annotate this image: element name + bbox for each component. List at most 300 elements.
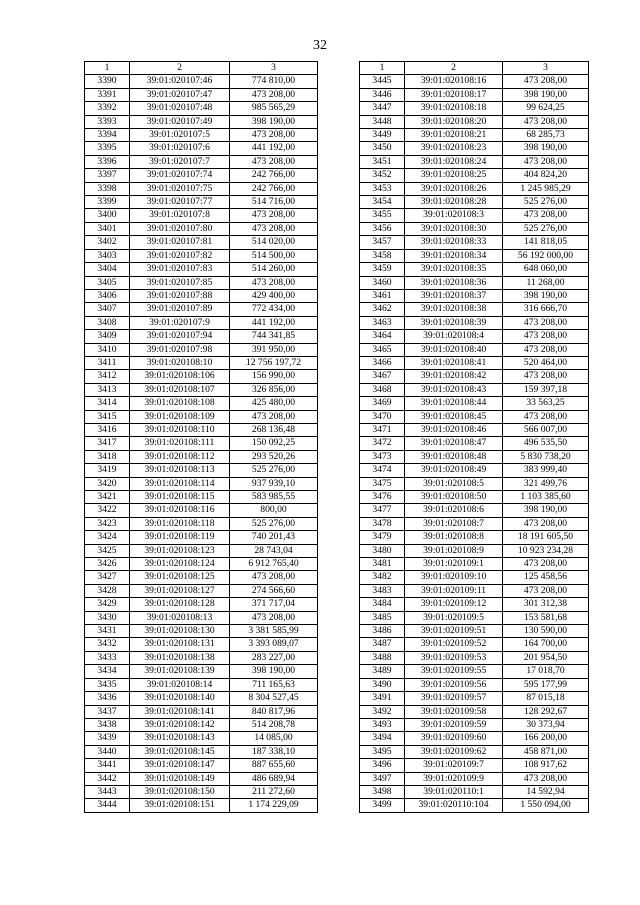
table-row <box>360 182 589 195</box>
row-number-cell: 3431 <box>85 625 130 638</box>
table-row <box>85 129 318 142</box>
cadastral-number-cell: 39:01:020107:85 <box>130 276 230 289</box>
table-row <box>85 584 318 597</box>
table-row <box>360 571 589 584</box>
table-row <box>85 732 318 745</box>
row-number-cell: 3411 <box>85 356 130 369</box>
row-number-cell: 3423 <box>85 517 130 530</box>
table-row <box>85 558 318 571</box>
cadastral-number-cell: 39:01:020109:10 <box>405 571 503 584</box>
value-cell: 14 592,94 <box>503 785 589 798</box>
row-number-cell: 3428 <box>85 584 130 597</box>
table-row <box>85 397 318 410</box>
value-cell: 391 950,00 <box>230 343 318 356</box>
cadastral-number-cell: 39:01:020108:139 <box>130 665 230 678</box>
table-row <box>360 437 589 450</box>
cadastral-number-cell: 39:01:020108:141 <box>130 705 230 718</box>
cadastral-number-cell: 39:01:020108:119 <box>130 531 230 544</box>
cadastral-number-cell: 39:01:020108:128 <box>130 598 230 611</box>
table-row <box>85 236 318 249</box>
cadastral-number-cell: 39:01:020108:23 <box>405 142 503 155</box>
value-cell: 473 208,00 <box>230 155 318 168</box>
row-number-cell: 3483 <box>360 584 405 597</box>
header-cell: 3 <box>503 62 589 75</box>
cadastral-number-cell: 39:01:020109:58 <box>405 705 503 718</box>
row-number-cell: 3490 <box>360 678 405 691</box>
row-number-cell: 3425 <box>85 544 130 557</box>
table-row <box>85 718 318 731</box>
table-row <box>85 289 318 302</box>
cadastral-number-cell: 39:01:020108:111 <box>130 437 230 450</box>
table-row <box>360 517 589 530</box>
value-cell: 99 624,25 <box>503 102 589 115</box>
row-number-cell: 3449 <box>360 129 405 142</box>
value-cell: 1 550 094,00 <box>503 799 589 812</box>
cadastral-number-cell: 39:01:020108:16 <box>405 75 503 88</box>
table-row <box>360 75 589 88</box>
cadastral-number-cell: 39:01:020107:6 <box>130 142 230 155</box>
row-number-cell: 3396 <box>85 155 130 168</box>
cadastral-number-cell: 39:01:020108:42 <box>405 370 503 383</box>
value-cell: 293 520,26 <box>230 450 318 463</box>
value-cell: 937 939,10 <box>230 477 318 490</box>
table-row <box>85 692 318 705</box>
cadastral-number-cell: 39:01:020108:123 <box>130 544 230 557</box>
table-row <box>85 75 318 88</box>
value-cell: 985 565,29 <box>230 102 318 115</box>
table-row <box>360 651 589 664</box>
table-row <box>360 236 589 249</box>
value-cell: 321 499,76 <box>503 477 589 490</box>
value-cell: 316 666,70 <box>503 303 589 316</box>
table-row <box>85 155 318 168</box>
cadastral-number-cell: 39:01:020108:40 <box>405 343 503 356</box>
value-cell: 473 208,00 <box>503 558 589 571</box>
cadastral-number-cell: 39:01:020108:140 <box>130 692 230 705</box>
row-number-cell: 3454 <box>360 196 405 209</box>
row-number-cell: 3477 <box>360 504 405 517</box>
cadastral-number-cell: 39:01:020108:131 <box>130 638 230 651</box>
cadastral-number-cell: 39:01:020108:17 <box>405 88 503 101</box>
table-row <box>360 772 589 785</box>
page-number: 32 <box>313 38 327 53</box>
cadastral-number-cell: 39:01:020108:39 <box>405 316 503 329</box>
table-row <box>360 477 589 490</box>
cadastral-number-cell: 39:01:020107:82 <box>130 249 230 262</box>
cadastral-number-cell: 39:01:020108:36 <box>405 276 503 289</box>
table-row <box>85 745 318 758</box>
row-number-cell: 3426 <box>85 558 130 571</box>
table-row <box>360 343 589 356</box>
row-number-cell: 3398 <box>85 182 130 195</box>
cadastral-number-cell: 39:01:020109:57 <box>405 692 503 705</box>
value-cell: 404 824,20 <box>503 169 589 182</box>
value-cell: 10 923 234,28 <box>503 544 589 557</box>
value-cell: 473 208,00 <box>230 222 318 235</box>
cadastral-number-cell: 39:01:020109:60 <box>405 732 503 745</box>
row-number-cell: 3397 <box>85 169 130 182</box>
value-cell: 128 292,67 <box>503 705 589 718</box>
value-cell: 6 912 765,40 <box>230 558 318 571</box>
row-number-cell: 3493 <box>360 718 405 731</box>
row-number-cell: 3460 <box>360 276 405 289</box>
value-cell: 514 716,00 <box>230 196 318 209</box>
table-row <box>85 88 318 101</box>
value-cell: 18 191 605,50 <box>503 531 589 544</box>
row-number-cell: 3415 <box>85 410 130 423</box>
value-cell: 398 190,00 <box>503 289 589 302</box>
table-row <box>360 625 589 638</box>
value-cell: 150 092,25 <box>230 437 318 450</box>
row-number-cell: 3479 <box>360 531 405 544</box>
row-number-cell: 3463 <box>360 316 405 329</box>
cadastral-number-cell: 39:01:020107:8 <box>130 209 230 222</box>
row-number-cell: 3403 <box>85 249 130 262</box>
cadastral-number-cell: 39:01:020108:130 <box>130 625 230 638</box>
value-cell: 1 174 229,09 <box>230 799 318 812</box>
value-cell: 566 007,00 <box>503 423 589 436</box>
table-row <box>85 249 318 262</box>
value-cell: 473 208,00 <box>503 155 589 168</box>
cadastral-number-cell: 39:01:020108:14 <box>130 678 230 691</box>
row-number-cell: 3485 <box>360 611 405 624</box>
value-cell: 30 373,94 <box>503 718 589 731</box>
cadastral-number-cell: 39:01:020108:46 <box>405 423 503 436</box>
row-number-cell: 3489 <box>360 665 405 678</box>
value-cell: 398 190,00 <box>503 142 589 155</box>
table-row <box>85 222 318 235</box>
cadastral-number-cell: 39:01:020109:56 <box>405 678 503 691</box>
table-row <box>360 370 589 383</box>
table-row <box>360 249 589 262</box>
row-number-cell: 3410 <box>85 343 130 356</box>
row-number-cell: 3420 <box>85 477 130 490</box>
cadastral-number-cell: 39:01:020107:89 <box>130 303 230 316</box>
row-number-cell: 3448 <box>360 115 405 128</box>
cadastral-number-cell: 39:01:020108:147 <box>130 759 230 772</box>
table-row <box>360 598 589 611</box>
cadastral-number-cell: 39:01:020109:52 <box>405 638 503 651</box>
row-number-cell: 3437 <box>85 705 130 718</box>
cadastral-number-cell: 39:01:020108:13 <box>130 611 230 624</box>
row-number-cell: 3473 <box>360 450 405 463</box>
value-cell: 744 341,85 <box>230 330 318 343</box>
value-cell: 211 272,60 <box>230 785 318 798</box>
value-cell: 525 276,00 <box>503 222 589 235</box>
value-cell: 520 464,00 <box>503 356 589 369</box>
cadastral-number-cell: 39:01:020108:109 <box>130 410 230 423</box>
row-number-cell: 3468 <box>360 383 405 396</box>
row-number-cell: 3395 <box>85 142 130 155</box>
cadastral-number-cell: 39:01:020107:9 <box>130 316 230 329</box>
value-cell: 17 018,70 <box>503 665 589 678</box>
row-number-cell: 3440 <box>85 745 130 758</box>
row-number-cell: 3433 <box>85 651 130 664</box>
cadastral-number-cell: 39:01:020108:24 <box>405 155 503 168</box>
table-row <box>85 209 318 222</box>
row-number-cell: 3390 <box>85 75 130 88</box>
value-cell: 473 208,00 <box>230 209 318 222</box>
row-number-cell: 3450 <box>360 142 405 155</box>
cadastral-number-cell: 39:01:020107:81 <box>130 236 230 249</box>
row-number-cell: 3442 <box>85 772 130 785</box>
value-cell: 274 566,60 <box>230 584 318 597</box>
row-number-cell: 3447 <box>360 102 405 115</box>
table-row <box>360 383 589 396</box>
table-row <box>85 491 318 504</box>
value-cell: 473 208,00 <box>503 316 589 329</box>
cadastral-number-cell: 39:01:020108:143 <box>130 732 230 745</box>
table-row <box>360 303 589 316</box>
cadastral-number-cell: 39:01:020108:21 <box>405 129 503 142</box>
cadastral-number-cell: 39:01:020107:47 <box>130 88 230 101</box>
table-row <box>85 544 318 557</box>
header-cell: 2 <box>405 62 503 75</box>
cadastral-number-cell: 39:01:020109:5 <box>405 611 503 624</box>
table-row <box>360 638 589 651</box>
table-row <box>360 330 589 343</box>
row-number-cell: 3459 <box>360 263 405 276</box>
row-number-cell: 3497 <box>360 772 405 785</box>
right-table <box>359 61 589 813</box>
row-number-cell: 3481 <box>360 558 405 571</box>
cadastral-number-cell: 39:01:020108:108 <box>130 397 230 410</box>
row-number-cell: 3478 <box>360 517 405 530</box>
cadastral-number-cell: 39:01:020108:45 <box>405 410 503 423</box>
table-row <box>360 732 589 745</box>
row-number-cell: 3391 <box>85 88 130 101</box>
value-cell: 159 397,18 <box>503 383 589 396</box>
value-cell: 12 756 197,72 <box>230 356 318 369</box>
row-number-cell: 3484 <box>360 598 405 611</box>
table-row <box>360 665 589 678</box>
cadastral-number-cell: 39:01:020108:38 <box>405 303 503 316</box>
cadastral-number-cell: 39:01:020108:49 <box>405 464 503 477</box>
table-row <box>85 330 318 343</box>
header-row <box>85 62 318 75</box>
cadastral-number-cell: 39:01:020107:46 <box>130 75 230 88</box>
value-cell: 371 717,04 <box>230 598 318 611</box>
table-row <box>360 397 589 410</box>
table-row <box>360 209 589 222</box>
table-row <box>85 772 318 785</box>
row-number-cell: 3455 <box>360 209 405 222</box>
row-number-cell: 3471 <box>360 423 405 436</box>
value-cell: 711 165,63 <box>230 678 318 691</box>
row-number-cell: 3399 <box>85 196 130 209</box>
cadastral-number-cell: 39:01:020109:53 <box>405 651 503 664</box>
row-number-cell: 3444 <box>85 799 130 812</box>
value-cell: 87 015,18 <box>503 692 589 705</box>
cadastral-number-cell: 39:01:020108:127 <box>130 584 230 597</box>
row-number-cell: 3475 <box>360 477 405 490</box>
cadastral-number-cell: 39:01:020108:5 <box>405 477 503 490</box>
cadastral-number-cell: 39:01:020107:75 <box>130 182 230 195</box>
table-row <box>360 584 589 597</box>
value-cell: 68 285,73 <box>503 129 589 142</box>
row-number-cell: 3480 <box>360 544 405 557</box>
value-cell: 525 276,00 <box>503 196 589 209</box>
table-row <box>85 423 318 436</box>
table-row <box>85 450 318 463</box>
row-number-cell: 3453 <box>360 182 405 195</box>
row-number-cell: 3486 <box>360 625 405 638</box>
value-cell: 201 954,50 <box>503 651 589 664</box>
value-cell: 772 434,00 <box>230 303 318 316</box>
table-row <box>85 343 318 356</box>
table-row <box>85 276 318 289</box>
row-number-cell: 3466 <box>360 356 405 369</box>
cadastral-number-cell: 39:01:020108:150 <box>130 785 230 798</box>
value-cell: 458 871,00 <box>503 745 589 758</box>
row-number-cell: 3451 <box>360 155 405 168</box>
row-number-cell: 3469 <box>360 397 405 410</box>
cadastral-number-cell: 39:01:020107:49 <box>130 115 230 128</box>
table-row <box>360 196 589 209</box>
row-number-cell: 3422 <box>85 504 130 517</box>
row-number-cell: 3424 <box>85 531 130 544</box>
table-row <box>85 504 318 517</box>
table-row <box>360 276 589 289</box>
left-table <box>84 61 318 813</box>
cadastral-number-cell: 39:01:020108:26 <box>405 182 503 195</box>
table-row <box>360 745 589 758</box>
table-row <box>360 410 589 423</box>
table-row <box>85 410 318 423</box>
row-number-cell: 3430 <box>85 611 130 624</box>
cadastral-number-cell: 39:01:020109:62 <box>405 745 503 758</box>
cadastral-number-cell: 39:01:020108:115 <box>130 491 230 504</box>
table-row <box>360 678 589 691</box>
table-row <box>360 423 589 436</box>
value-cell: 740 201,43 <box>230 531 318 544</box>
row-number-cell: 3392 <box>85 102 130 115</box>
row-number-cell: 3406 <box>85 289 130 302</box>
cadastral-number-cell: 39:01:020108:44 <box>405 397 503 410</box>
cadastral-number-cell: 39:01:020108:30 <box>405 222 503 235</box>
value-cell: 648 060,00 <box>503 263 589 276</box>
value-cell: 473 208,00 <box>503 343 589 356</box>
row-number-cell: 3470 <box>360 410 405 423</box>
header-cell: 1 <box>360 62 405 75</box>
table-row <box>85 303 318 316</box>
table-row <box>85 531 318 544</box>
row-number-cell: 3429 <box>85 598 130 611</box>
cadastral-number-cell: 39:01:020109:51 <box>405 625 503 638</box>
cadastral-number-cell: 39:01:020108:6 <box>405 504 503 517</box>
row-number-cell: 3408 <box>85 316 130 329</box>
header-cell: 2 <box>130 62 230 75</box>
table-row <box>85 638 318 651</box>
table-row <box>360 115 589 128</box>
value-cell: 473 208,00 <box>503 410 589 423</box>
row-number-cell: 3498 <box>360 785 405 798</box>
table-row <box>85 571 318 584</box>
row-number-cell: 3445 <box>360 75 405 88</box>
value-cell: 14 085,00 <box>230 732 318 745</box>
value-cell: 514 208,78 <box>230 718 318 731</box>
value-cell: 3 393 089,07 <box>230 638 318 651</box>
row-number-cell: 3412 <box>85 370 130 383</box>
row-number-cell: 3465 <box>360 343 405 356</box>
value-cell: 108 917,62 <box>503 759 589 772</box>
cadastral-number-cell: 39:01:020108:4 <box>405 330 503 343</box>
table-row <box>85 611 318 624</box>
value-cell: 473 208,00 <box>503 209 589 222</box>
row-number-cell: 3419 <box>85 464 130 477</box>
row-number-cell: 3427 <box>85 571 130 584</box>
cadastral-number-cell: 39:01:020108:125 <box>130 571 230 584</box>
value-cell: 840 817,96 <box>230 705 318 718</box>
value-cell: 301 312,38 <box>503 598 589 611</box>
cadastral-number-cell: 39:01:020109:9 <box>405 772 503 785</box>
value-cell: 525 276,00 <box>230 517 318 530</box>
cadastral-number-cell: 39:01:020107:48 <box>130 102 230 115</box>
table-row <box>360 129 589 142</box>
cadastral-number-cell: 39:01:020107:7 <box>130 155 230 168</box>
table-row <box>360 356 589 369</box>
cadastral-number-cell: 39:01:020108:7 <box>405 517 503 530</box>
row-number-cell: 3456 <box>360 222 405 235</box>
value-cell: 3 381 585,99 <box>230 625 318 638</box>
row-number-cell: 3401 <box>85 222 130 235</box>
value-cell: 473 208,00 <box>503 584 589 597</box>
table-row <box>360 289 589 302</box>
row-number-cell: 3492 <box>360 705 405 718</box>
value-cell: 398 190,00 <box>230 115 318 128</box>
table-row <box>360 464 589 477</box>
table-row <box>85 678 318 691</box>
cadastral-number-cell: 39:01:020107:98 <box>130 343 230 356</box>
cadastral-number-cell: 39:01:020108:50 <box>405 491 503 504</box>
row-number-cell: 3488 <box>360 651 405 664</box>
cadastral-number-cell: 39:01:020108:25 <box>405 169 503 182</box>
value-cell: 398 190,00 <box>230 665 318 678</box>
cadastral-number-cell: 39:01:020108:145 <box>130 745 230 758</box>
value-cell: 283 227,00 <box>230 651 318 664</box>
cadastral-number-cell: 39:01:020110:104 <box>405 799 503 812</box>
table-row <box>360 222 589 235</box>
value-cell: 326 856,00 <box>230 383 318 396</box>
table-row <box>85 182 318 195</box>
value-cell: 887 655,60 <box>230 759 318 772</box>
cadastral-number-cell: 39:01:020108:151 <box>130 799 230 812</box>
cadastral-number-cell: 39:01:020108:118 <box>130 517 230 530</box>
row-number-cell: 3496 <box>360 759 405 772</box>
value-cell: 429 400,00 <box>230 289 318 302</box>
table-row <box>360 102 589 115</box>
table-row <box>360 504 589 517</box>
table-row <box>85 316 318 329</box>
row-number-cell: 3461 <box>360 289 405 302</box>
table-row <box>85 169 318 182</box>
table-row <box>85 598 318 611</box>
table-row <box>360 450 589 463</box>
table-row <box>360 799 589 812</box>
value-cell: 8 304 527,45 <box>230 692 318 705</box>
cadastral-number-cell: 39:01:020108:8 <box>405 531 503 544</box>
cadastral-number-cell: 39:01:020109:12 <box>405 598 503 611</box>
value-cell: 473 208,00 <box>503 517 589 530</box>
cadastral-number-cell: 39:01:020108:48 <box>405 450 503 463</box>
table-row <box>360 692 589 705</box>
row-number-cell: 3432 <box>85 638 130 651</box>
value-cell: 164 700,00 <box>503 638 589 651</box>
value-cell: 473 208,00 <box>503 75 589 88</box>
table-row <box>360 544 589 557</box>
cadastral-number-cell: 39:01:020108:110 <box>130 423 230 436</box>
table-row <box>360 718 589 731</box>
